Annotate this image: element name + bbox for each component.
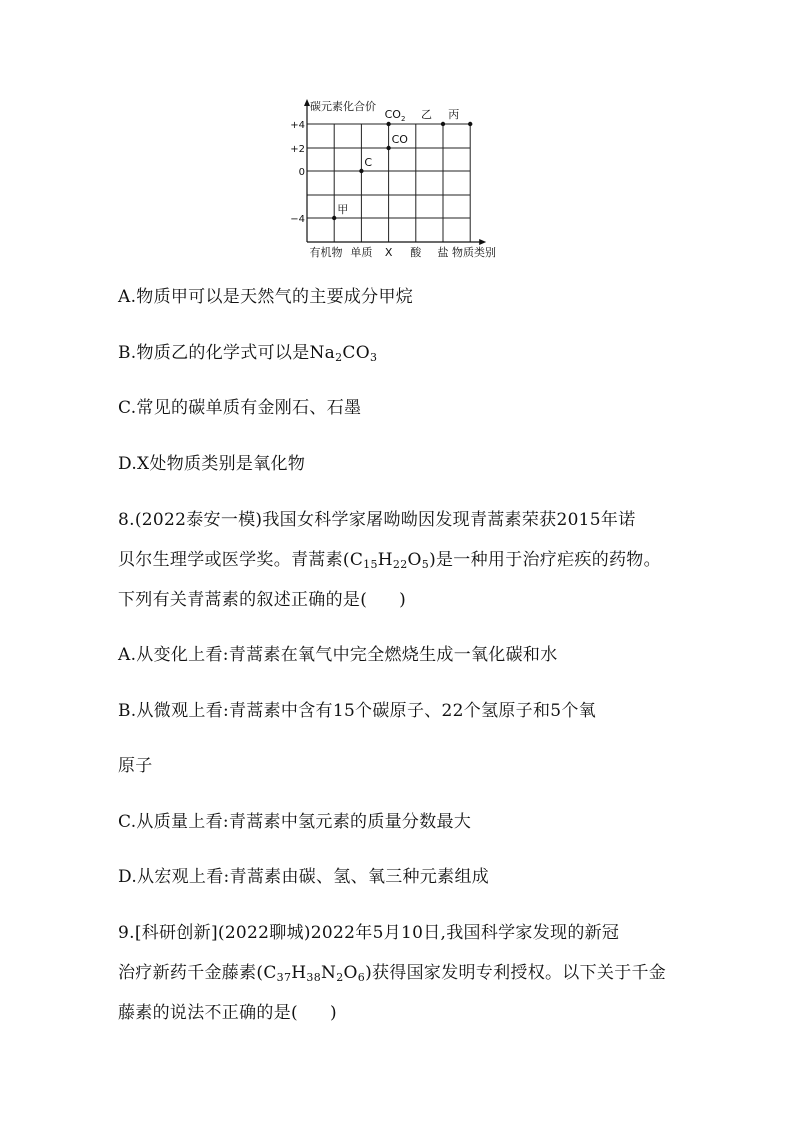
q9-stem-line-3: 藤素的说法不正确的是( ): [118, 1003, 337, 1023]
chart-ticks: [290, 120, 448, 259]
chart-grid: [307, 124, 470, 242]
data-point-label: 乙: [421, 108, 432, 121]
x-category-label: 盐: [437, 246, 449, 259]
q8-option-d: D.从宏观上看:青蒿素由碳、氢、氧三种元素组成: [118, 867, 490, 887]
data-point-label: CO: [391, 133, 408, 146]
x-axis-arrow: [479, 239, 486, 245]
data-point: [441, 122, 445, 126]
y-tick-label: 0: [298, 167, 305, 178]
q7-option-b: B.物质乙的化学式可以是$Na_2CO_3$: [118, 343, 378, 364]
y-axis-label: 碳元素化合价: [310, 100, 376, 113]
data-point-label: 丙: [448, 108, 460, 121]
q8-option-c: C.从质量上看:青蒿素中氢元素的质量分数最大: [118, 812, 472, 832]
q7-option-d: D.X处物质类别是氧化物: [118, 454, 306, 474]
q7-option-c: C.常见的碳单质有金刚石、石墨: [118, 398, 362, 418]
data-point-label: C: [364, 156, 373, 169]
x-axis-label: 物质类别: [452, 246, 496, 259]
valence-chart: [280, 92, 520, 262]
x-category-label: 有机物: [309, 246, 343, 259]
y-tick-label: +4: [290, 120, 305, 131]
chart-marks: [332, 108, 472, 220]
data-point: [468, 122, 472, 126]
y-tick-label: +2: [290, 144, 305, 155]
q9-stem-line-2: 治疗新药千金藤素$(C_{37}H_{38}N_2O_6)$获得国家发明专利授权。以下关于千金: [118, 963, 667, 984]
x-category-label: X: [384, 246, 393, 259]
q7-option-a: A.物质甲可以是天然气的主要成分甲烷: [118, 287, 414, 307]
q8-stem-line-1: 8.(2022泰安一模)我国女科学家屠呦呦因发现青蒿素荣获2015年诺: [118, 510, 636, 530]
q9-stem-line-1: 9.[科研创新](2022聊城)2022年5月10日,我国科学家发现的新冠: [118, 923, 620, 943]
data-point: [359, 169, 363, 173]
q8-stem-line-3: 下列有关青蒿素的叙述正确的是( ): [118, 590, 407, 610]
q8-stem-line-2: 贝尔生理学或医学奖。青蒿素$(C_{15}H_{22}O_5)$是一种用于治疗疟疾的药物。: [118, 550, 661, 571]
data-point: [386, 146, 390, 150]
q8-option-a: A.从变化上看:青蒿素在氧气中完全燃烧生成一氧化碳和水: [118, 645, 558, 665]
data-point-label: 甲: [337, 203, 349, 216]
y-tick-label: −4: [290, 214, 305, 225]
data-point: [332, 216, 336, 220]
x-category-label: 酸: [410, 246, 422, 259]
data-point: [386, 122, 390, 126]
x-category-label: 单质: [350, 246, 373, 259]
data-point-label: $CO_2$: [384, 108, 406, 123]
q8-option-b: B.从微观上看:青蒿素中含有15个碳原子、22个氢原子和5个氧: [118, 701, 597, 721]
q8-option-b-cont: 原子: [118, 756, 153, 776]
